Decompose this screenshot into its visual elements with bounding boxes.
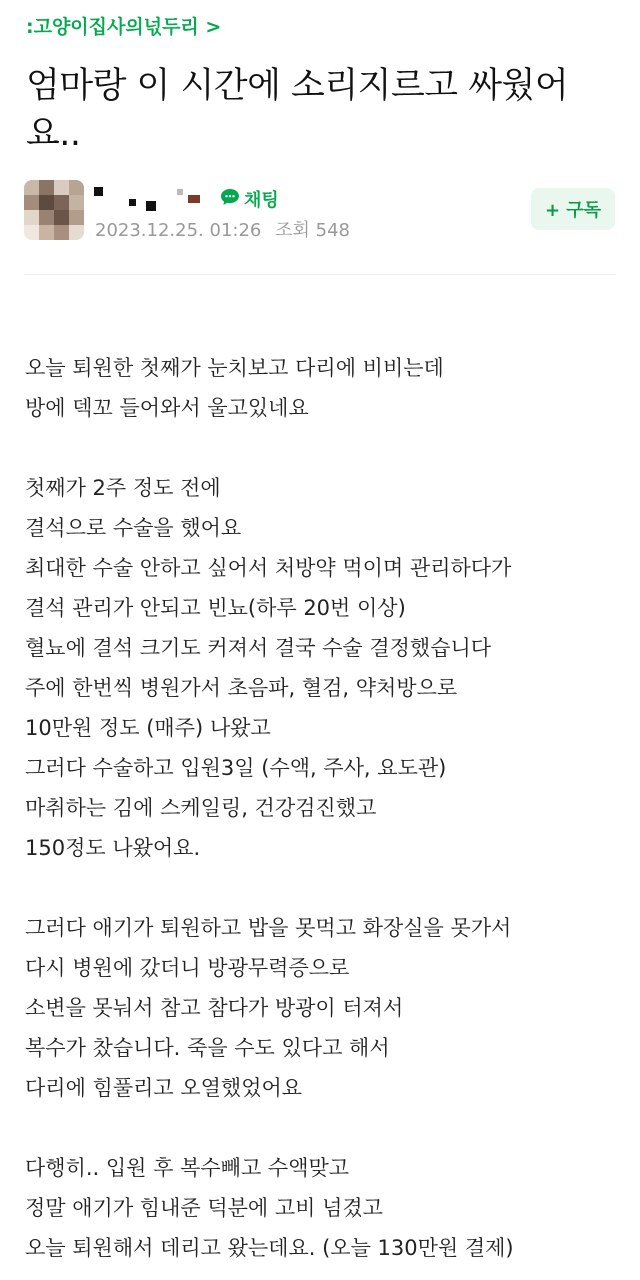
paragraph-gap (25, 1108, 625, 1148)
body-line: 150정도 나왔어요. (25, 836, 201, 860)
cafe-name-link[interactable]: :고양이집사의넋두리 > (26, 16, 222, 38)
paragraph-gap (25, 428, 625, 468)
body-line: 다리에 힘풀리고 오열했었어요 (25, 1076, 303, 1100)
body-line: 정말 애기가 힘내준 덕분에 고비 넘겼고 (25, 1196, 383, 1220)
paragraph-gap (25, 868, 625, 908)
body-line: 그러다 수술하고 입원3일 (수액, 주사, 요도관) (25, 756, 447, 780)
body-line: 첫째가 2주 정도 전에 (25, 476, 221, 500)
post-body (25, 348, 625, 1268)
body-line: 결석 관리가 안되고 빈뇨(하루 20번 이상) (25, 596, 406, 620)
body-line: 다시 병원에 갔더니 방광무력증으로 (25, 956, 350, 980)
post-title: 엄마랑 이 시간에 소리지르고 싸웠어요.. (26, 66, 569, 154)
body-line: 다행히.. 입원 후 복수빼고 수액맞고 (25, 1156, 350, 1180)
body-line: 방에 덱꼬 들어와서 울고있네요 (25, 396, 309, 420)
chat-label: 채팅 (244, 190, 279, 211)
chat-button[interactable] (220, 186, 279, 212)
post-meta (95, 216, 358, 242)
body-line: 그러다 애기가 퇴원하고 밥을 못먹고 화장실을 못가서 (25, 916, 512, 940)
body-line: 소변을 못눠서 참고 참다가 방광이 터져서 (25, 996, 404, 1020)
post-date: 2023.12.25. 01:26 (95, 220, 262, 241)
header-divider (24, 274, 616, 275)
body-line: 오늘 퇴원해서 데리고 왔는데요. (오늘 130만원 결제) (25, 1236, 514, 1260)
body-line: 주에 한번씩 병원가서 초음파, 혈검, 약처방으로 (25, 676, 458, 700)
avatar[interactable] (24, 180, 84, 240)
body-line: 마취하는 김에 스케일링, 건강검진했고 (25, 796, 377, 820)
body-line: 혈뇨에 결석 크기도 커져서 결국 수술 결정했습니다 (25, 636, 492, 660)
body-line: 최대한 수술 안하고 싶어서 처방약 먹이며 관리하다가 (25, 556, 512, 580)
body-line: 복수가 찼습니다. 죽을 수도 있다고 해서 (25, 1036, 390, 1060)
body-line: 오늘 퇴원한 첫째가 눈치보고 다리에 비비는데 (25, 356, 444, 380)
view-count: 조회 548 (275, 220, 350, 241)
body-line: 결석으로 수술을 했어요 (25, 516, 242, 540)
chat-bubble-icon (220, 188, 240, 211)
subscribe-button[interactable]: + 구독 (531, 188, 615, 230)
body-line: 10만원 정도 (매주) 나왔고 (25, 716, 271, 740)
